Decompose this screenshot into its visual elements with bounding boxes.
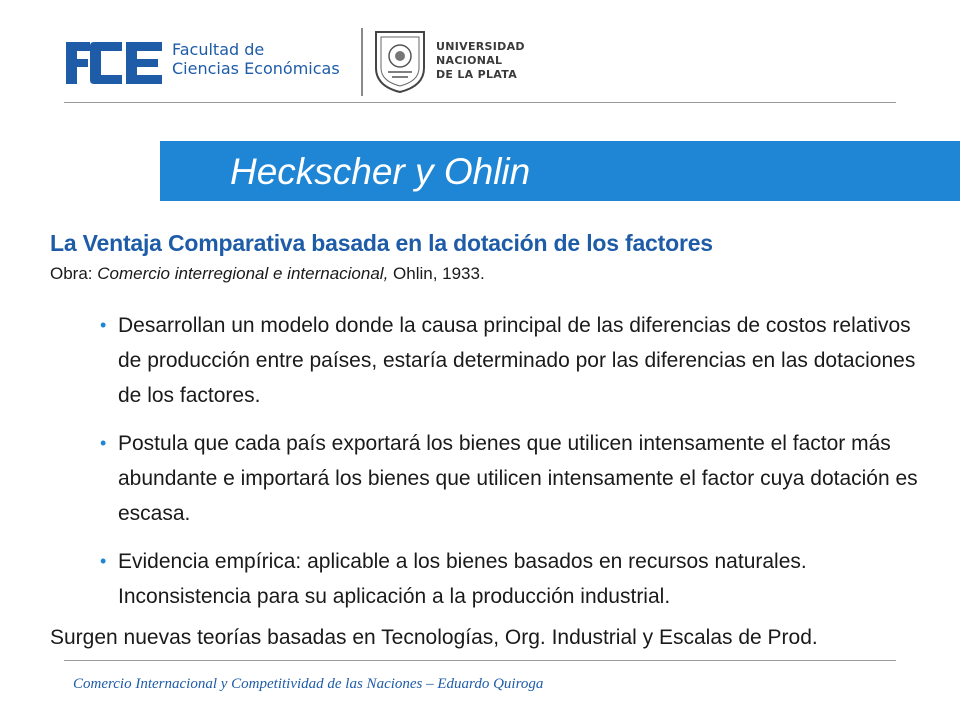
slide-subtitle: La Ventaja Comparativa basada en la dotación de los factores	[50, 230, 713, 256]
source-citation	[50, 262, 485, 286]
bullet-icon: •	[100, 551, 107, 571]
conclusion-text: Surgen nuevas teorías basadas en Tecnologías, Org. Industrial y Escalas de Prod.	[50, 626, 818, 649]
slide-title: Heckscher y Ohlin	[230, 151, 531, 192]
header	[64, 18, 896, 104]
title-bar	[160, 141, 960, 201]
fce-logo	[64, 38, 164, 88]
source-prefix: Obra:	[50, 264, 98, 283]
source-suffix: Ohlin, 1933.	[388, 264, 485, 283]
university-seal-icon	[372, 28, 428, 94]
faculty-name	[172, 40, 340, 78]
bullet-text: Postula que cada país exportará los bienes que utilicen intensamente el factor más abundante e importará los bienes que utilicen intensamente el factor cuya dotación es escasa.	[118, 432, 918, 525]
list-item	[97, 308, 935, 413]
university-name	[436, 40, 525, 82]
bullet-icon: •	[100, 315, 107, 335]
bullet-text: Desarrollan un modelo donde la causa principal de las diferencias de costos relativos de producción entre países, estaría determinado por las diferencias en las dotaciones de los factores.	[118, 314, 916, 407]
logo-divider	[361, 28, 363, 96]
list-item	[97, 544, 935, 614]
list-item	[97, 426, 935, 531]
footer-divider	[64, 660, 896, 661]
university-name-line2: NACIONAL	[436, 54, 503, 67]
university-name-line3: DE LA PLATA	[436, 68, 518, 81]
university-name-line1: UNIVERSIDAD	[436, 40, 525, 53]
header-divider	[64, 102, 896, 103]
footer-text: Comercio Internacional y Competitividad de las Naciones – Eduardo Quiroga	[73, 676, 544, 692]
bullet-text: Evidencia empírica: aplicable a los bienes basados en recursos naturales. Inconsistencia para su aplicación a la producción industrial.	[118, 550, 807, 608]
faculty-name-line2: Ciencias Económicas	[172, 59, 340, 78]
faculty-name-line1: Facultad de	[172, 40, 265, 59]
bullet-list	[97, 308, 935, 627]
source-work-title: Comercio interregional e internacional,	[97, 264, 389, 283]
bullet-icon: •	[100, 433, 107, 453]
